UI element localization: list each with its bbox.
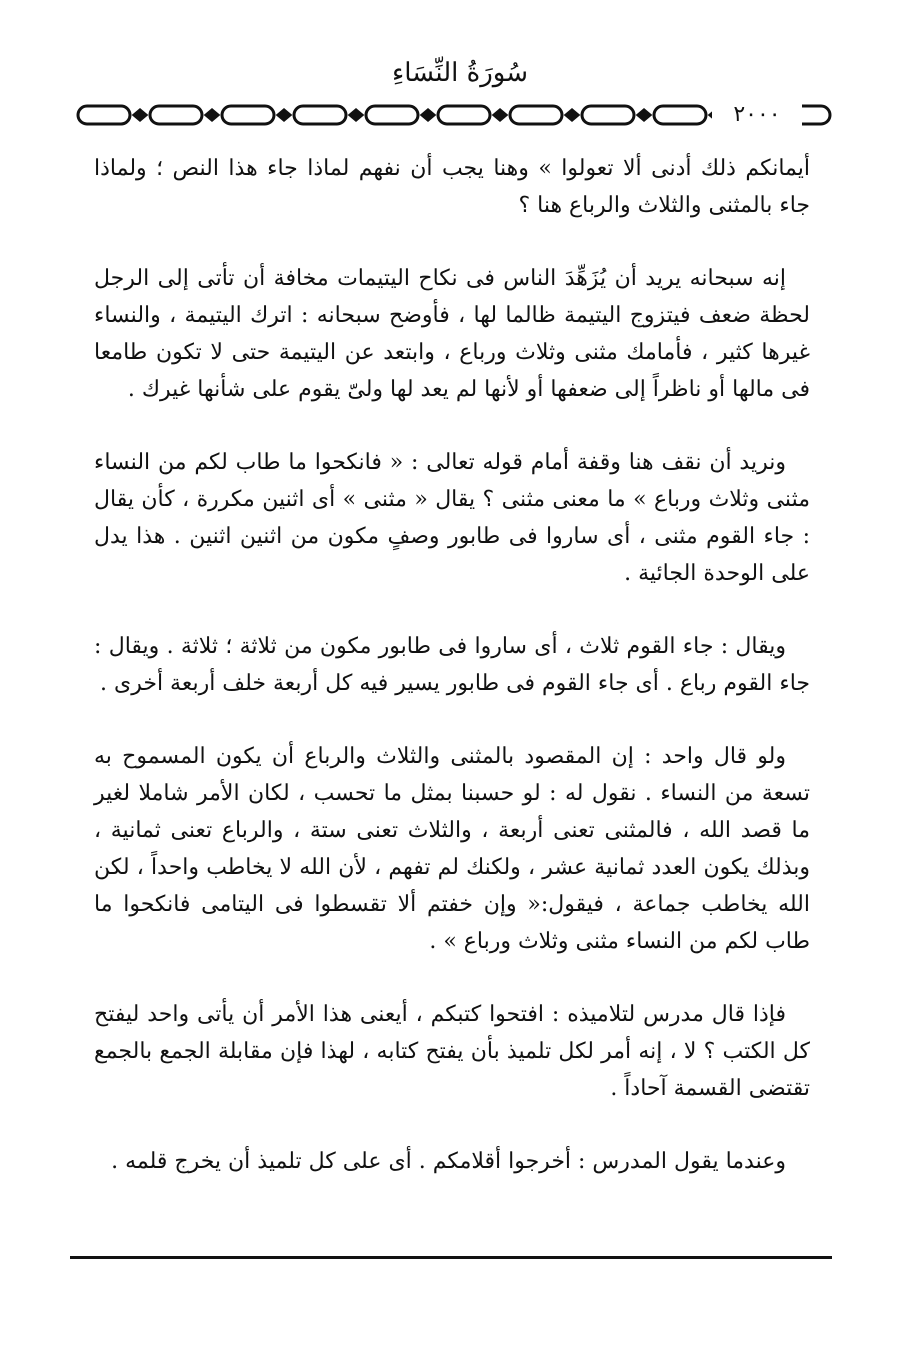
paragraph-6: فإذا قال مدرس لتلاميذه : افتحوا كتبكم ، أيعنى هذا الأمر أن يأتى واحد ليفتح كل الكتب ؟ لا ، إنه أمر لكل تلميذ بأن يفتح كتابه ، لهذا فإن مقابلة الجمع بالجمع تقتضى القسمة آحاداً . [94,1002,810,1101]
surah-title: سُورَةُ النِّسَاءِ [392,58,528,88]
paragraph-1: أيمانكم ذلك أدنى ألا تعولوا » وهنا يجب أن نفهم لماذا جاء هذا النص ؛ ولماذا جاء بالمثنى والثلاث والرباع هنا ؟ [94,156,810,218]
paragraph-3: ونريد أن نقف هنا وقفة أمام قوله تعالى : « فانكحوا ما طاب لكم من النساء مثنى وثلاث ورباع » ما معنى مثنى ؟ يقال « مثنى » أى اثنين مكررة ، كأن يقال : جاء القوم مثنى ، أى ساروا فى طابور وصفٍ مكون من اثنين اثنين . هذا يدل على الوحدة الجائية . [94,450,810,586]
bottom-divider [70,1256,832,1259]
page-number: ٢٠٠٠ [712,100,802,130]
paragraph-7: وعندما يقول المدرس : أخرجوا أقلامكم . أى على كل تلميذ أن يخرج قلمه . [111,1149,786,1174]
paragraph-2: إنه سبحانه يريد أن يُزَهِّدَ الناس فى نكاح اليتيمات مخافة أن تأتى إلى الرجل لحظة ضعف فيتزوج اليتيمة ظالما لها ، فأوضح سبحانه : اترك اليتيمة ، والنساء غيرها كثير ، فأمامك مثنى وثلاث ورباع ، وابتعد عن اليتيمة حتى لا تكون طامعا فى مالها أو ناظراً إلى ضعفها أو لأنها لم يعد لها ولىّ يقوم على شأنها غيرك . [94,266,810,402]
body-text [94,150,810,1216]
paragraph-5: ولو قال واحد : إن المقصود بالمثنى والثلاث والرباع أن يكون المسموح به تسعة من النساء . نقول له : لو حسبنا بمثل ما تحسب ، لكان الأمر شاملا لغير ما قصد الله ، فالمثنى تعنى أربعة ، والثلاث تعنى ستة ، والرباع تعنى ثمانية ، وبذلك يكون العدد ثمانية عشر ، ولكنك لم تفهم ، لأن الله لا يخاطب واحداً ، لكن الله يخاطب جماعة ، فيقول:« وإن خفتم ألا تقسطوا فى اليتامى فانكحوا ما طاب لكم من النساء مثنى وثلاث ورباع » . [94,744,810,954]
paragraph-4: ويقال : جاء القوم ثلاث ، أى ساروا فى طابور مكون من ثلاثة ؛ ثلاثة . ويقال : جاء القوم رباع . أى جاء القوم فى طابور يسير فيه كل أربعة خلف أربعة أخرى . [94,634,810,696]
